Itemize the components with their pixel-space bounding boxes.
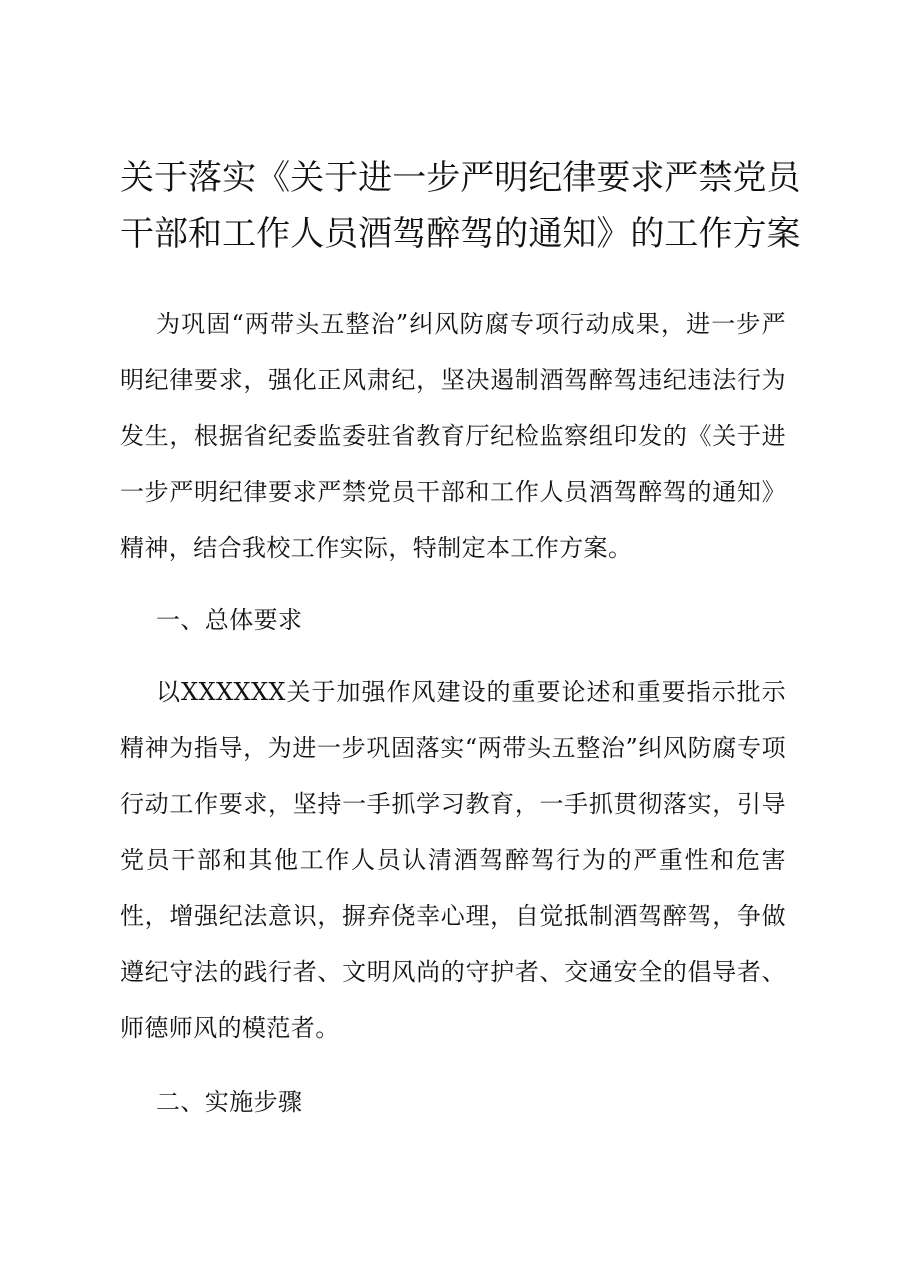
section-heading-implementation-steps: 二、实施步骤 xyxy=(156,1088,303,1116)
section-heading-general-requirements: 一、总体要求 xyxy=(156,606,303,634)
document-title: 关于落实《关于进一步严明纪律要求严禁党员干部和工作人员酒驾醉驾的通知》的工作方案 xyxy=(120,158,800,254)
general-requirements-paragraph: 以XXXXXX关于加强作风建设的重要论述和重要指示批示精神为指导，为进一步巩固落实“两带头五整治”纠风防腐专项行动工作要求，坚持一手抓学习教育，一手抓贯彻落实，引导党员干部和其他工作人员认清酒驾醉驾行为的严重性和危害性，增强纪法意识，摒弃侥幸心理，自觉抵制酒驾醉驾，争做遵纪守法的践行者、文明风尚的守护者、交通安全的倡导者、师德师风的模范者。 xyxy=(120,678,786,1042)
intro-paragraph: 为巩固“两带头五整治”纠风防腐专项行动成果，进一步严明纪律要求，强化正风肃纪，坚决遏制酒驾醉驾违纪违法行为发生，根据省纪委监委驻省教育厅纪检监察组印发的《关于进一步严明纪律要求严禁党员干部和工作人员酒驾醉驾的通知》精神，结合我校工作实际，特制定本工作方案。 xyxy=(120,310,786,562)
